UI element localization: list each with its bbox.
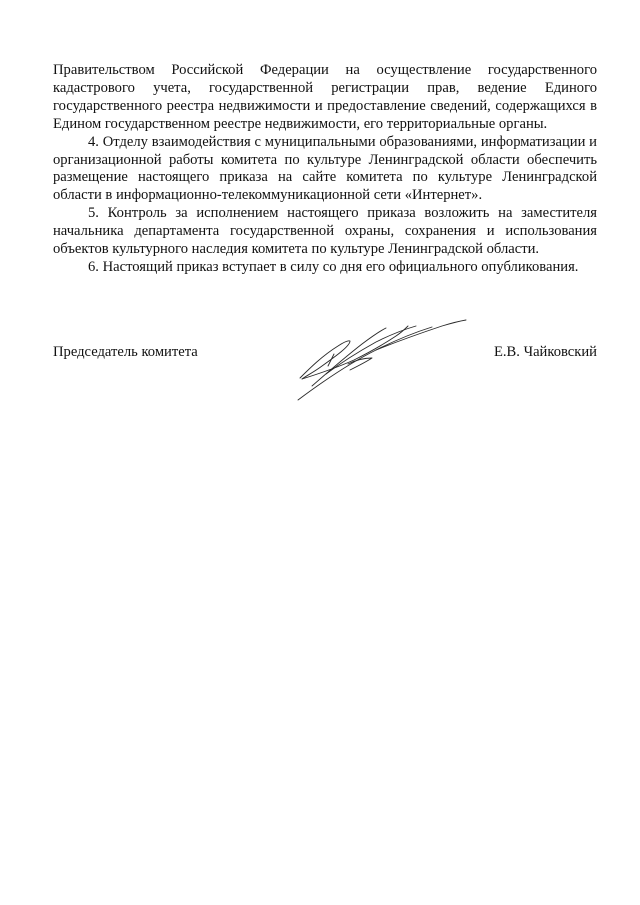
paragraph-item-4: 4. Отделу взаимодействия с муниципальными образованиями, информатизации и организационной работы комитета по культуре Ленинградской области обеспечить размещение настоящего приказа на сайте комитета по культуре Ленинградской области в информационно-телекоммуникационной сети «Интернет».: [53, 133, 597, 204]
signatory-title: Председатель комитета: [53, 344, 198, 360]
signatory-name: Е.В. Чайковский: [493, 344, 597, 360]
document-body: [53, 62, 597, 277]
handwritten-signature-icon: [292, 316, 468, 404]
paragraph-item-5: 5. Контроль за исполнением настоящего приказа возложить на заместителя начальника департамента государственной охраны, сохранения и использования объектов культурного наследия комитета по культуре Ленинградской области.: [53, 205, 597, 258]
paragraph-continuation: Правительством Российской Федерации на осуществление государственного кадастрового учета, государственной регистрации прав, ведение Единого государственного реестра недвижимости и предоставление сведений, содержащихся в Едином государственном реестре недвижимости, его территориальные органы.: [53, 62, 597, 132]
paragraph-item-6: 6. Настоящий приказ вступает в силу со дня его официального опубликования.: [88, 258, 579, 275]
